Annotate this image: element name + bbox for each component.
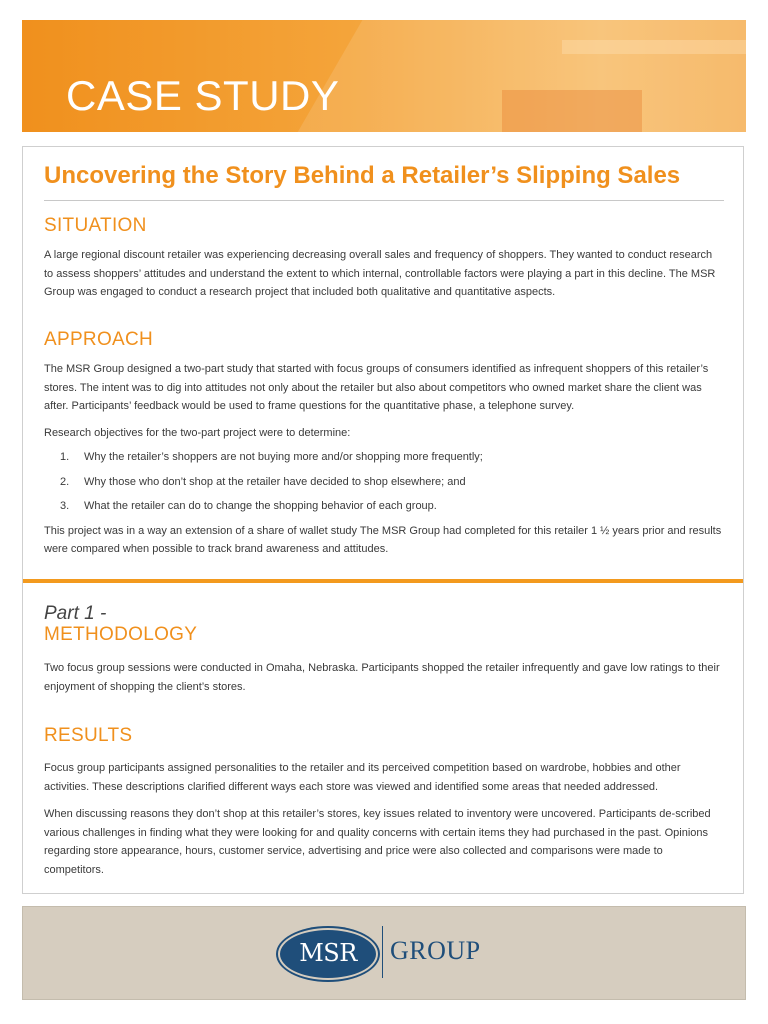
msr-group-logo [278, 924, 498, 982]
approach-closing: This project was in a way an extension of a share of wallet study The MSR Group had completed for this retailer 1 ½ years prior and results were compared when possible to track brand awareness and attitudes. [44, 524, 722, 555]
banner-decoration [562, 40, 746, 54]
content-panel [22, 146, 744, 894]
banner-title: CASE STUDY [66, 72, 340, 119]
results-heading: RESULTS [44, 725, 133, 746]
methodology-body: Two focus group sessions were conducted in Omaha, Nebraska. Participants shopped the retailer infrequently and gave low ratings to their enjoyment of shopping the client’s stores. [44, 662, 720, 693]
situation-heading: SITUATION [44, 215, 147, 236]
logo-divider [382, 926, 383, 978]
approach-body: The MSR Group designed a two-part study that started with focus groups of consumers identified as infrequent shoppers of this retailer’s stores. The intent was to dig into attitudes not only about the retailer but also about competitors who owned market share the client was after. Participants’ feedback would be used to frame questions for the quantitative phase, a telephone survey. [44, 363, 709, 412]
results-para-2: When discussing reasons they don’t shop at this retailer’s stores, key issues related to inventory were uncovered. Participants de-scribed various challenges in finding what they were looking for and quality concerns with certain items they had purchased in the past. Opinions regarding store appearance, hours, customer service, advertising and price were also collected and comparisons were made to competitors. [44, 808, 711, 876]
part-label: Part 1 - [44, 603, 107, 624]
situation-body: A large regional discount retailer was experiencing decreasing overall sales and frequency of shoppers. They wanted to conduct research to assess shoppers’ attitudes and understand the extent to which internal, controllable factors were playing a part in this decline. The MSR Group was engaged to conduct a research project that included both qualitative and quantitative aspects. [44, 249, 716, 298]
list-item: 3. What the retailer can do to change the shopping behavior of each group. [60, 500, 437, 512]
situation-section [44, 215, 724, 302]
list-item: 1. Why the retailer’s shoppers are not buying more and/or shopping more frequently; [60, 451, 483, 463]
objectives-list [44, 448, 724, 515]
list-item: 2. Why those who don’t shop at the retailer have decided to shop elsewhere; and [60, 475, 466, 488]
results-para-1: Focus group participants assigned personalities to the retailer and its perceived competition based on wardrobe, hobbies and other activities. These descriptions clarified different ways each store was viewed and identified some areas that needed addressed. [44, 762, 681, 793]
part1-section [44, 603, 724, 696]
logo-oval: MSR [278, 928, 378, 980]
page-title: Uncovering the Story Behind a Retailer’s Slipping Sales [44, 162, 681, 189]
main-title-block [44, 161, 724, 191]
approach-heading: APPROACH [44, 329, 154, 350]
footer [22, 906, 746, 1000]
approach-section [44, 329, 724, 559]
objectives-intro: Research objectives for the two-part project were to determine: [44, 426, 351, 439]
banner-decoration [502, 90, 642, 132]
title-divider [44, 200, 724, 201]
results-section [44, 725, 724, 879]
section-divider [23, 579, 743, 583]
methodology-heading: METHODOLOGY [44, 624, 198, 645]
header-banner [22, 20, 746, 132]
logo-wordmark: GROUP [390, 936, 481, 965]
